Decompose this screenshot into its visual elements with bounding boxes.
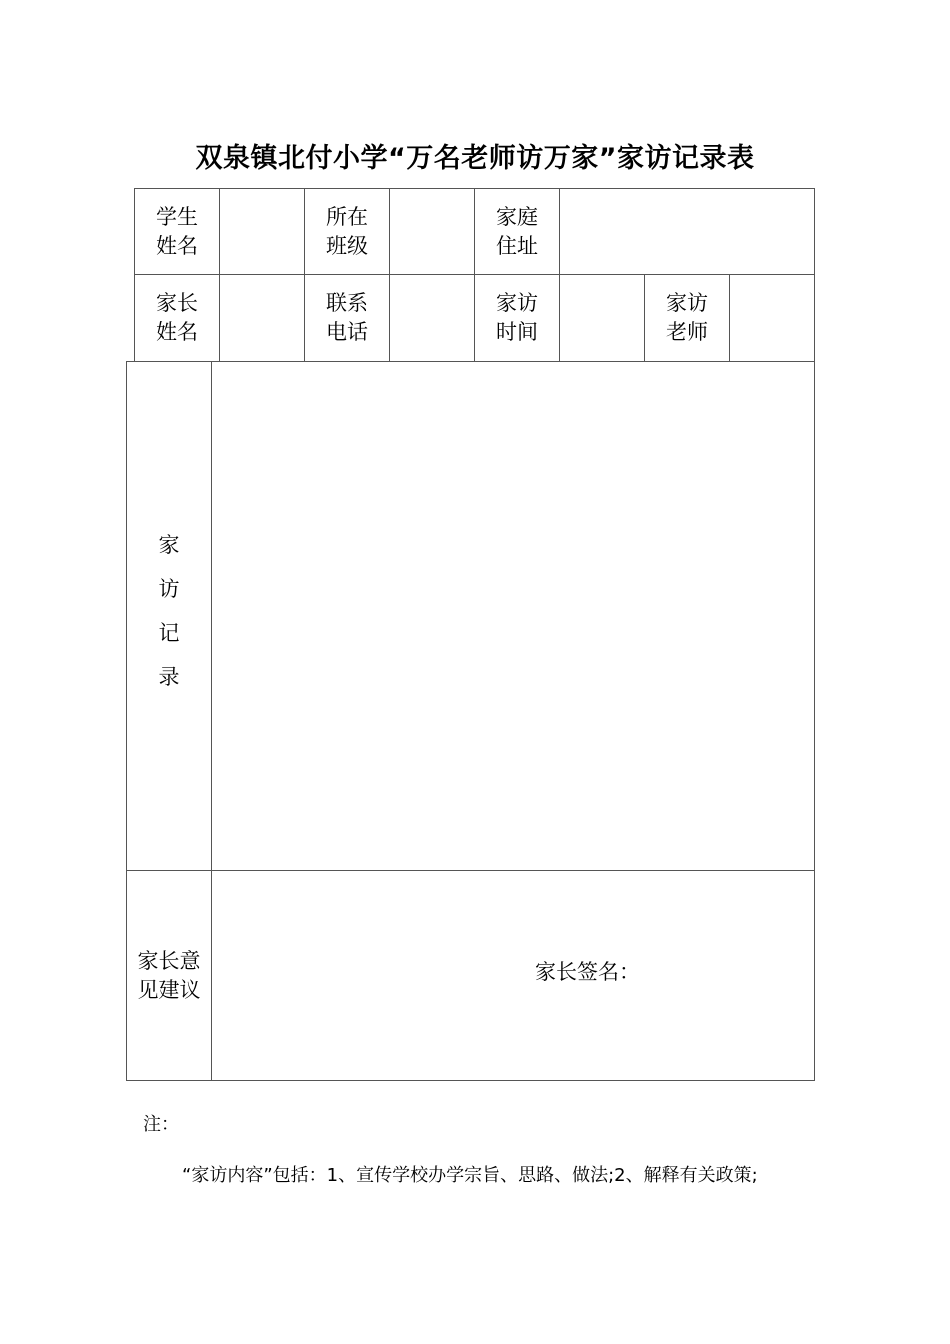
table-border-bottom <box>126 1080 815 1081</box>
table-border-right <box>814 188 815 1081</box>
visit-time-field[interactable] <box>560 275 644 361</box>
home-address-field[interactable] <box>560 189 814 274</box>
parent-name-label: 家长 姓名 <box>156 291 198 344</box>
class-field[interactable] <box>390 189 474 274</box>
parent-signature-label: 家长签名： <box>535 960 640 984</box>
student-name-field[interactable] <box>220 189 304 274</box>
document-title: 双泉镇北付小学“万名老师访万家”家访记录表 <box>195 143 755 174</box>
note-heading: 注： <box>143 1114 179 1135</box>
student-name-label: 学生 姓名 <box>156 204 198 258</box>
visit-record-label: 家 访 记 录 <box>158 533 180 689</box>
visit-time-label: 家访 时间 <box>496 291 538 344</box>
note-line-1: “家访内容”包括：1、宣传学校办学宗旨、思路、做法;2、解释有关政策; <box>182 1165 758 1186</box>
class-label: 所在 班级 <box>326 204 368 258</box>
parent-opinion-content[interactable] <box>212 871 814 1080</box>
phone-label: 联系 电话 <box>326 291 368 344</box>
parent-opinion-label: 家长意 见建议 <box>137 948 201 1002</box>
parent-name-field[interactable] <box>220 275 304 361</box>
phone-field[interactable] <box>390 275 474 361</box>
home-address-label: 家庭 住址 <box>496 204 538 258</box>
visit-teacher-field[interactable] <box>730 275 814 361</box>
visit-record-content[interactable] <box>212 362 814 870</box>
visit-teacher-label: 家访 老师 <box>666 291 708 344</box>
